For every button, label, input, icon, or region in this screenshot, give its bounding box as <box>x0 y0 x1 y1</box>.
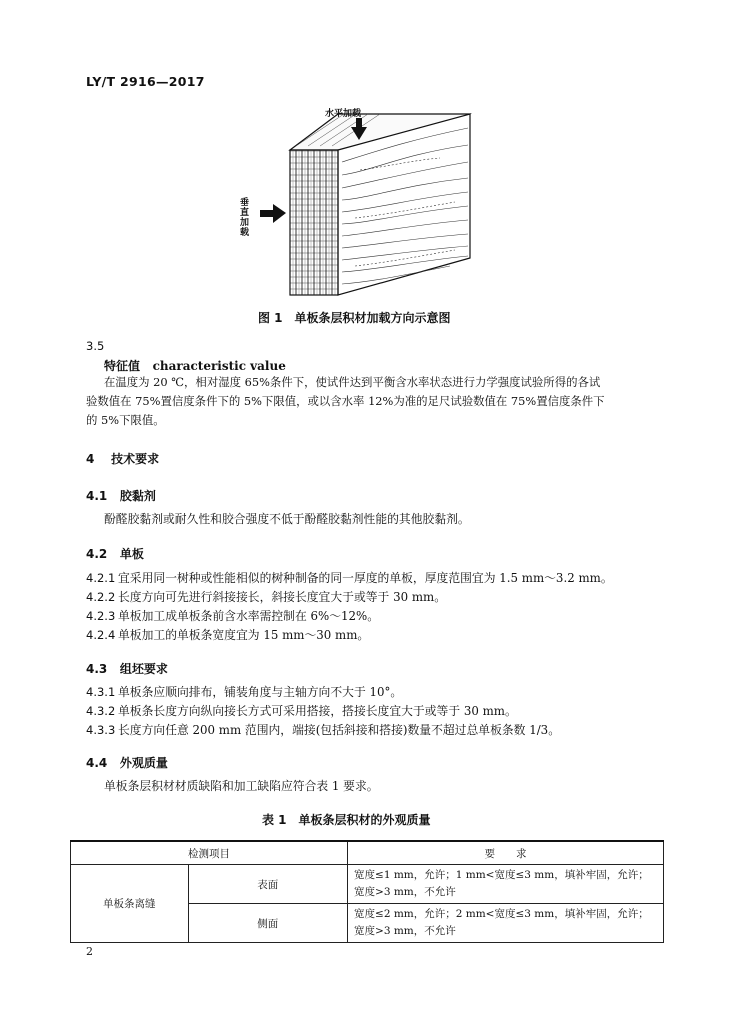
requirement-line: 宽度≤2 mm，允许；2 mm<宽度≤3 mm，填补牢固，允许； <box>354 908 649 920</box>
item-text: 单板加工成单板条前含水率需控制在 6%～12%。 <box>118 609 380 623</box>
item-text: 单板条长度方向纵向接长方式可采用搭接，搭接长度宜大于或等于 30 mm。 <box>118 704 517 718</box>
table-row <box>71 865 664 904</box>
figure-1-diagram <box>230 100 490 300</box>
section-4-1-title: 胶黏剂 <box>119 489 156 503</box>
item-text: 单板加工的单板条宽度宜为 15 mm～30 mm。 <box>118 628 370 642</box>
page-number: 2 <box>86 945 93 958</box>
list-item-4-2-3 <box>86 607 379 626</box>
section-3-5-line-3: 的 5%下限值。 <box>86 413 165 427</box>
requirement-line: 宽度>3 mm，不允许 <box>354 886 456 898</box>
section-3-5-term <box>104 357 286 374</box>
list-item-4-3-1 <box>86 683 402 702</box>
section-4-2-heading <box>86 545 144 562</box>
appearance-quality-table <box>70 840 664 943</box>
section-4-2-title: 单板 <box>119 547 144 561</box>
list-item-4-3-2 <box>86 702 517 721</box>
section-3-5-line-2: 验数值在 75%置信度条件下的 5%下限值，或以含水率 12%为准的足尺试验数值在 75%置信度条件下 <box>86 394 605 408</box>
group-cell: 单板条离缝 <box>71 865 189 943</box>
item-text: 长度方向可先进行斜接接长，斜接长度宜大于或等于 30 mm。 <box>118 590 447 604</box>
requirement-cell <box>348 904 664 943</box>
vertical-load-label: 垂直加载 <box>240 198 250 238</box>
requirement-line: 宽度≤1 mm，允许；1 mm<宽度≤3 mm，填补牢固，允许； <box>354 869 649 881</box>
section-4-3-title: 组坯要求 <box>119 662 168 676</box>
section-4-3-heading <box>86 660 168 677</box>
sub-item-cell: 表面 <box>188 865 347 904</box>
figure-1-caption: 图 1 单板条层积材加载方向示意图 <box>258 311 451 325</box>
section-4-heading <box>86 450 159 467</box>
sub-item-cell: 侧面 <box>188 904 347 943</box>
item-text: 单板条应顺向排布，铺装角度与主轴方向不大于 10°。 <box>118 685 403 699</box>
section-4-number: 4 <box>86 452 95 466</box>
item-number: 4.2.2 <box>86 590 116 604</box>
section-4-3-number: 4.3 <box>86 662 108 676</box>
item-text: 长度方向任意 200 mm 范围内，端接(包括斜接和搭接)数量不超过总单板条数 1/3。 <box>118 723 560 737</box>
term-en: characteristic value <box>152 359 286 373</box>
standard-code: LY/T 2916—2017 <box>86 74 205 89</box>
section-4-2-number: 4.2 <box>86 547 108 561</box>
header-item: 检测项目 <box>71 841 348 865</box>
section-4-4-number: 4.4 <box>86 756 108 770</box>
section-4-4-text: 单板条层积材材质缺陷和加工缺陷应符合表 1 要求。 <box>104 779 379 793</box>
list-item-4-2-2 <box>86 588 446 607</box>
list-item-4-2-1 <box>86 569 613 588</box>
item-number: 4.3.2 <box>86 704 116 718</box>
section-4-4-heading <box>86 754 168 771</box>
section-4-title: 技术要求 <box>111 452 160 466</box>
section-4-4-title: 外观质量 <box>119 756 168 770</box>
item-text: 宜采用同一树种或性能相似的树种制备的同一厚度的单板，厚度范围宜为 1.5 mm～3.2 mm。 <box>118 571 613 585</box>
section-4-1-text: 酚醛胶黏剂或耐久性和胶合强度不低于酚醛胶黏剂性能的其他胶黏剂。 <box>104 512 470 526</box>
section-3-5-line-1: 在温度为 20 ℃，相对湿度 65%条件下，使试件达到平衡含水率状态进行力学强度试验所得的各试 <box>104 375 601 389</box>
item-number: 4.2.4 <box>86 628 116 642</box>
horizontal-load-label: 水平加载 <box>325 109 362 119</box>
section-4-1-heading <box>86 487 156 504</box>
table-header-row <box>71 841 664 865</box>
requirement-cell <box>348 865 664 904</box>
section-4-1-number: 4.1 <box>86 489 108 503</box>
term-zh: 特征值 <box>104 359 141 373</box>
list-item-4-3-3 <box>86 721 560 740</box>
item-number: 4.2.1 <box>86 571 116 585</box>
item-number: 4.2.3 <box>86 609 116 623</box>
item-number: 4.3.3 <box>86 723 116 737</box>
vertical-load-arrow <box>260 204 286 223</box>
item-number: 4.3.1 <box>86 685 116 699</box>
table-1-caption: 表 1 单板条层积材的外观质量 <box>262 813 431 827</box>
requirement-line: 宽度>3 mm，不允许 <box>354 925 456 937</box>
header-requirement: 要 求 <box>348 841 664 865</box>
list-item-4-2-4 <box>86 626 369 645</box>
section-3-5-number: 3.5 <box>86 339 105 353</box>
